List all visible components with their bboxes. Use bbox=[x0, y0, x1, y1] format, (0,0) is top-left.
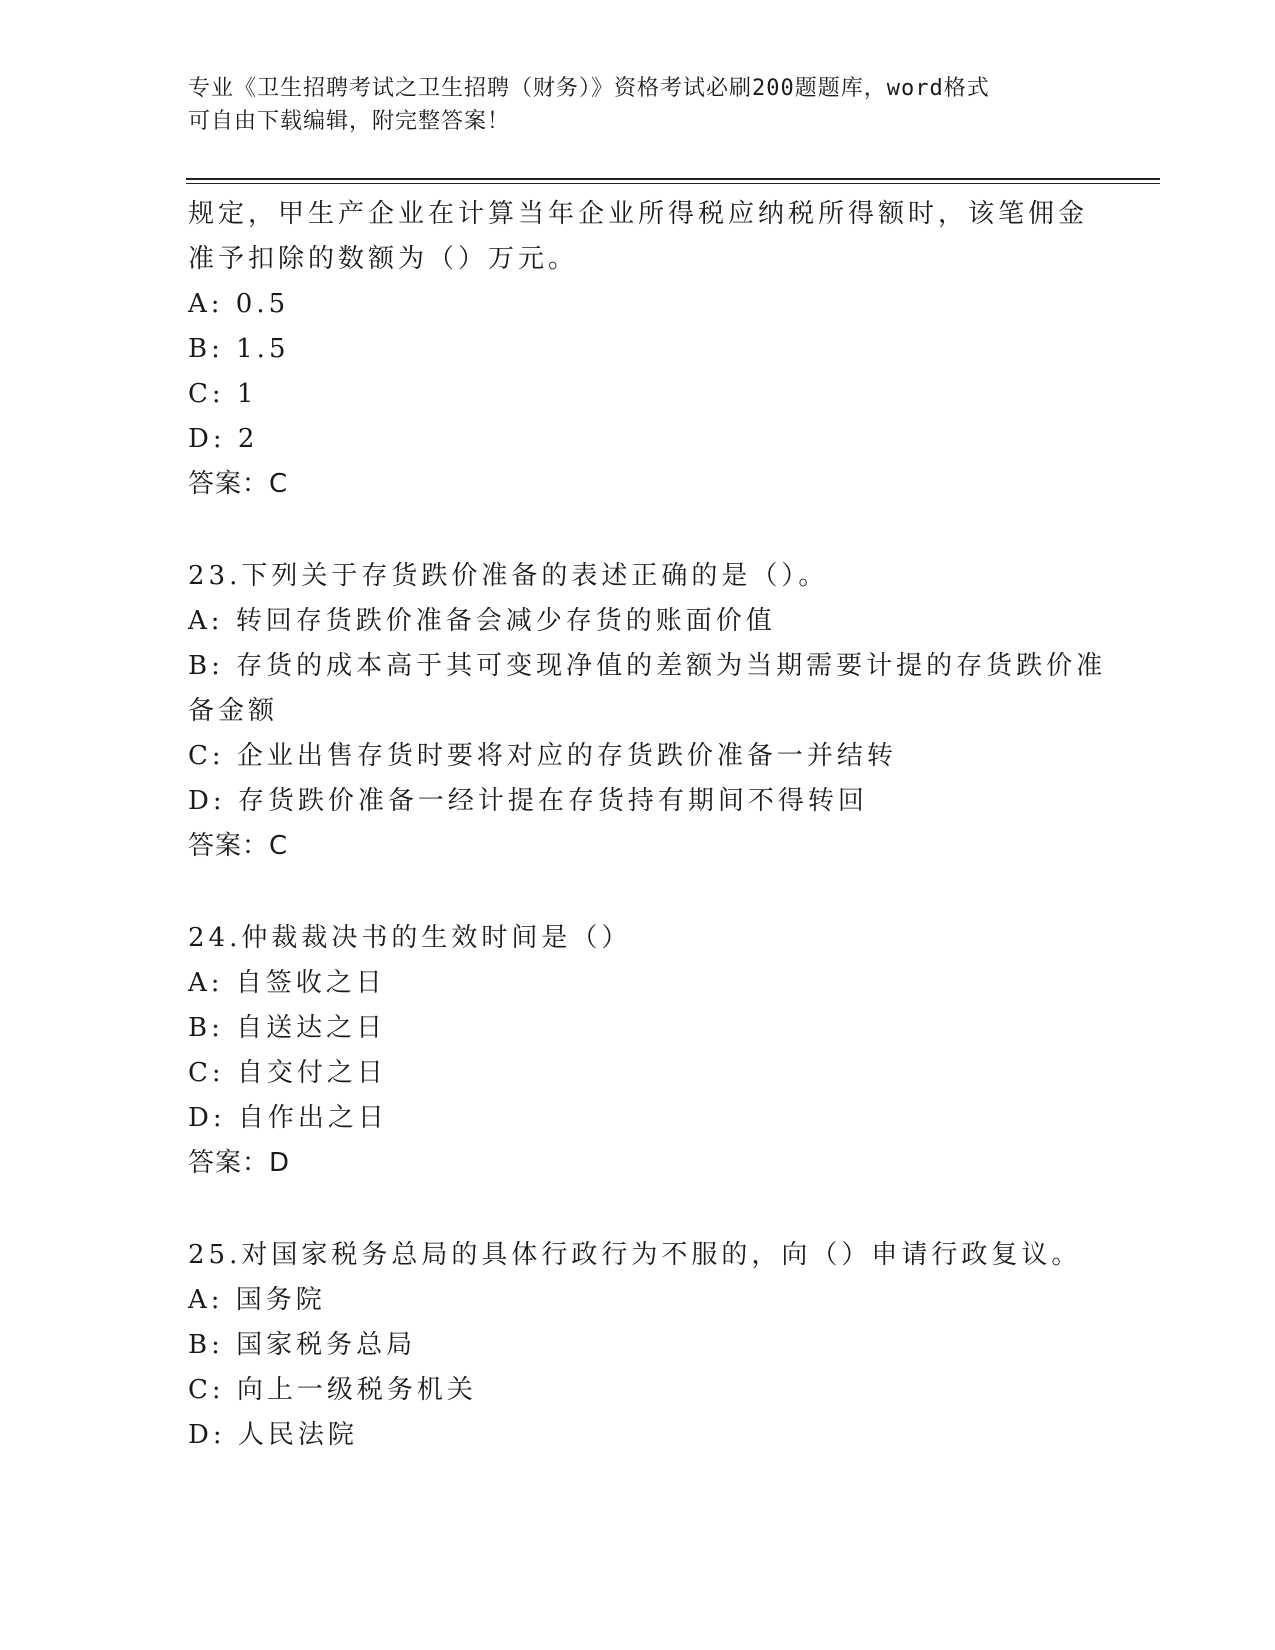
question-22 bbox=[188, 192, 1088, 507]
question-stem: 25.对国家税务总局的具体行政行为不服的，向（）申请行政复议。 bbox=[188, 1240, 1082, 1270]
header-line-1: 专业《卫生招聘考试之卫生招聘（财务）》资格考试必刷200题题库，word格式 bbox=[188, 76, 990, 101]
answer-key: 答案：C bbox=[188, 831, 289, 861]
answer-key: 答案：C bbox=[188, 469, 289, 499]
option-a: A: 0.5 bbox=[188, 289, 290, 319]
spacer bbox=[188, 869, 1088, 916]
option-c: C: 自交付之日 bbox=[188, 1058, 387, 1088]
header-divider-bottom bbox=[186, 183, 1160, 184]
answer-key: 答案：D bbox=[188, 1148, 291, 1178]
header-divider-top bbox=[186, 178, 1160, 180]
option-d: D: 存货跌价准备一经计提在存货持有期间不得转回 bbox=[188, 786, 868, 816]
question-25 bbox=[188, 1233, 1088, 1458]
option-b: B: 自送达之日 bbox=[188, 1013, 387, 1043]
spacer bbox=[188, 1186, 1088, 1233]
question-24 bbox=[188, 916, 1088, 1186]
option-a: A: 转回存货跌价准备会减少存货的账面价值 bbox=[188, 606, 776, 636]
question-stem: 规定，甲生产企业在计算当年企业所得税应纳税所得额时，该笔佣金 bbox=[188, 199, 1089, 229]
option-c: C: 1 bbox=[188, 379, 258, 409]
question-stem: 24.仲裁裁决书的生效时间是（） bbox=[188, 923, 632, 953]
option-d: D: 人民法院 bbox=[188, 1420, 358, 1450]
question-stem: 准予扣除的数额为（）万元。 bbox=[188, 244, 579, 274]
option-b: B: 存货的成本高于其可变现净值的差额为当期需要计提的存货跌价准 bbox=[188, 651, 1107, 681]
option-c: C: 向上一级税务机关 bbox=[188, 1375, 477, 1405]
option-a: A: 国务院 bbox=[188, 1285, 326, 1315]
header-line-2: 可自由下载编辑，附完整答案！ bbox=[188, 109, 511, 134]
option-b-continued: 备金额 bbox=[188, 696, 279, 726]
option-b: B: 1.5 bbox=[188, 334, 290, 364]
question-stem: 23.下列关于存货跌价准备的表述正确的是（）。 bbox=[188, 561, 829, 591]
spacer bbox=[188, 507, 1088, 554]
option-a: A: 自签收之日 bbox=[188, 968, 386, 998]
question-23 bbox=[188, 554, 1107, 869]
question-list bbox=[188, 192, 1107, 1458]
option-c: C: 企业出售存货时要将对应的存货跌价准备一并结转 bbox=[188, 741, 897, 771]
option-d: D: 自作出之日 bbox=[188, 1103, 388, 1133]
document-header bbox=[188, 72, 1088, 138]
option-b: B: 国家税务总局 bbox=[188, 1330, 417, 1360]
option-d: D: 2 bbox=[188, 424, 259, 454]
